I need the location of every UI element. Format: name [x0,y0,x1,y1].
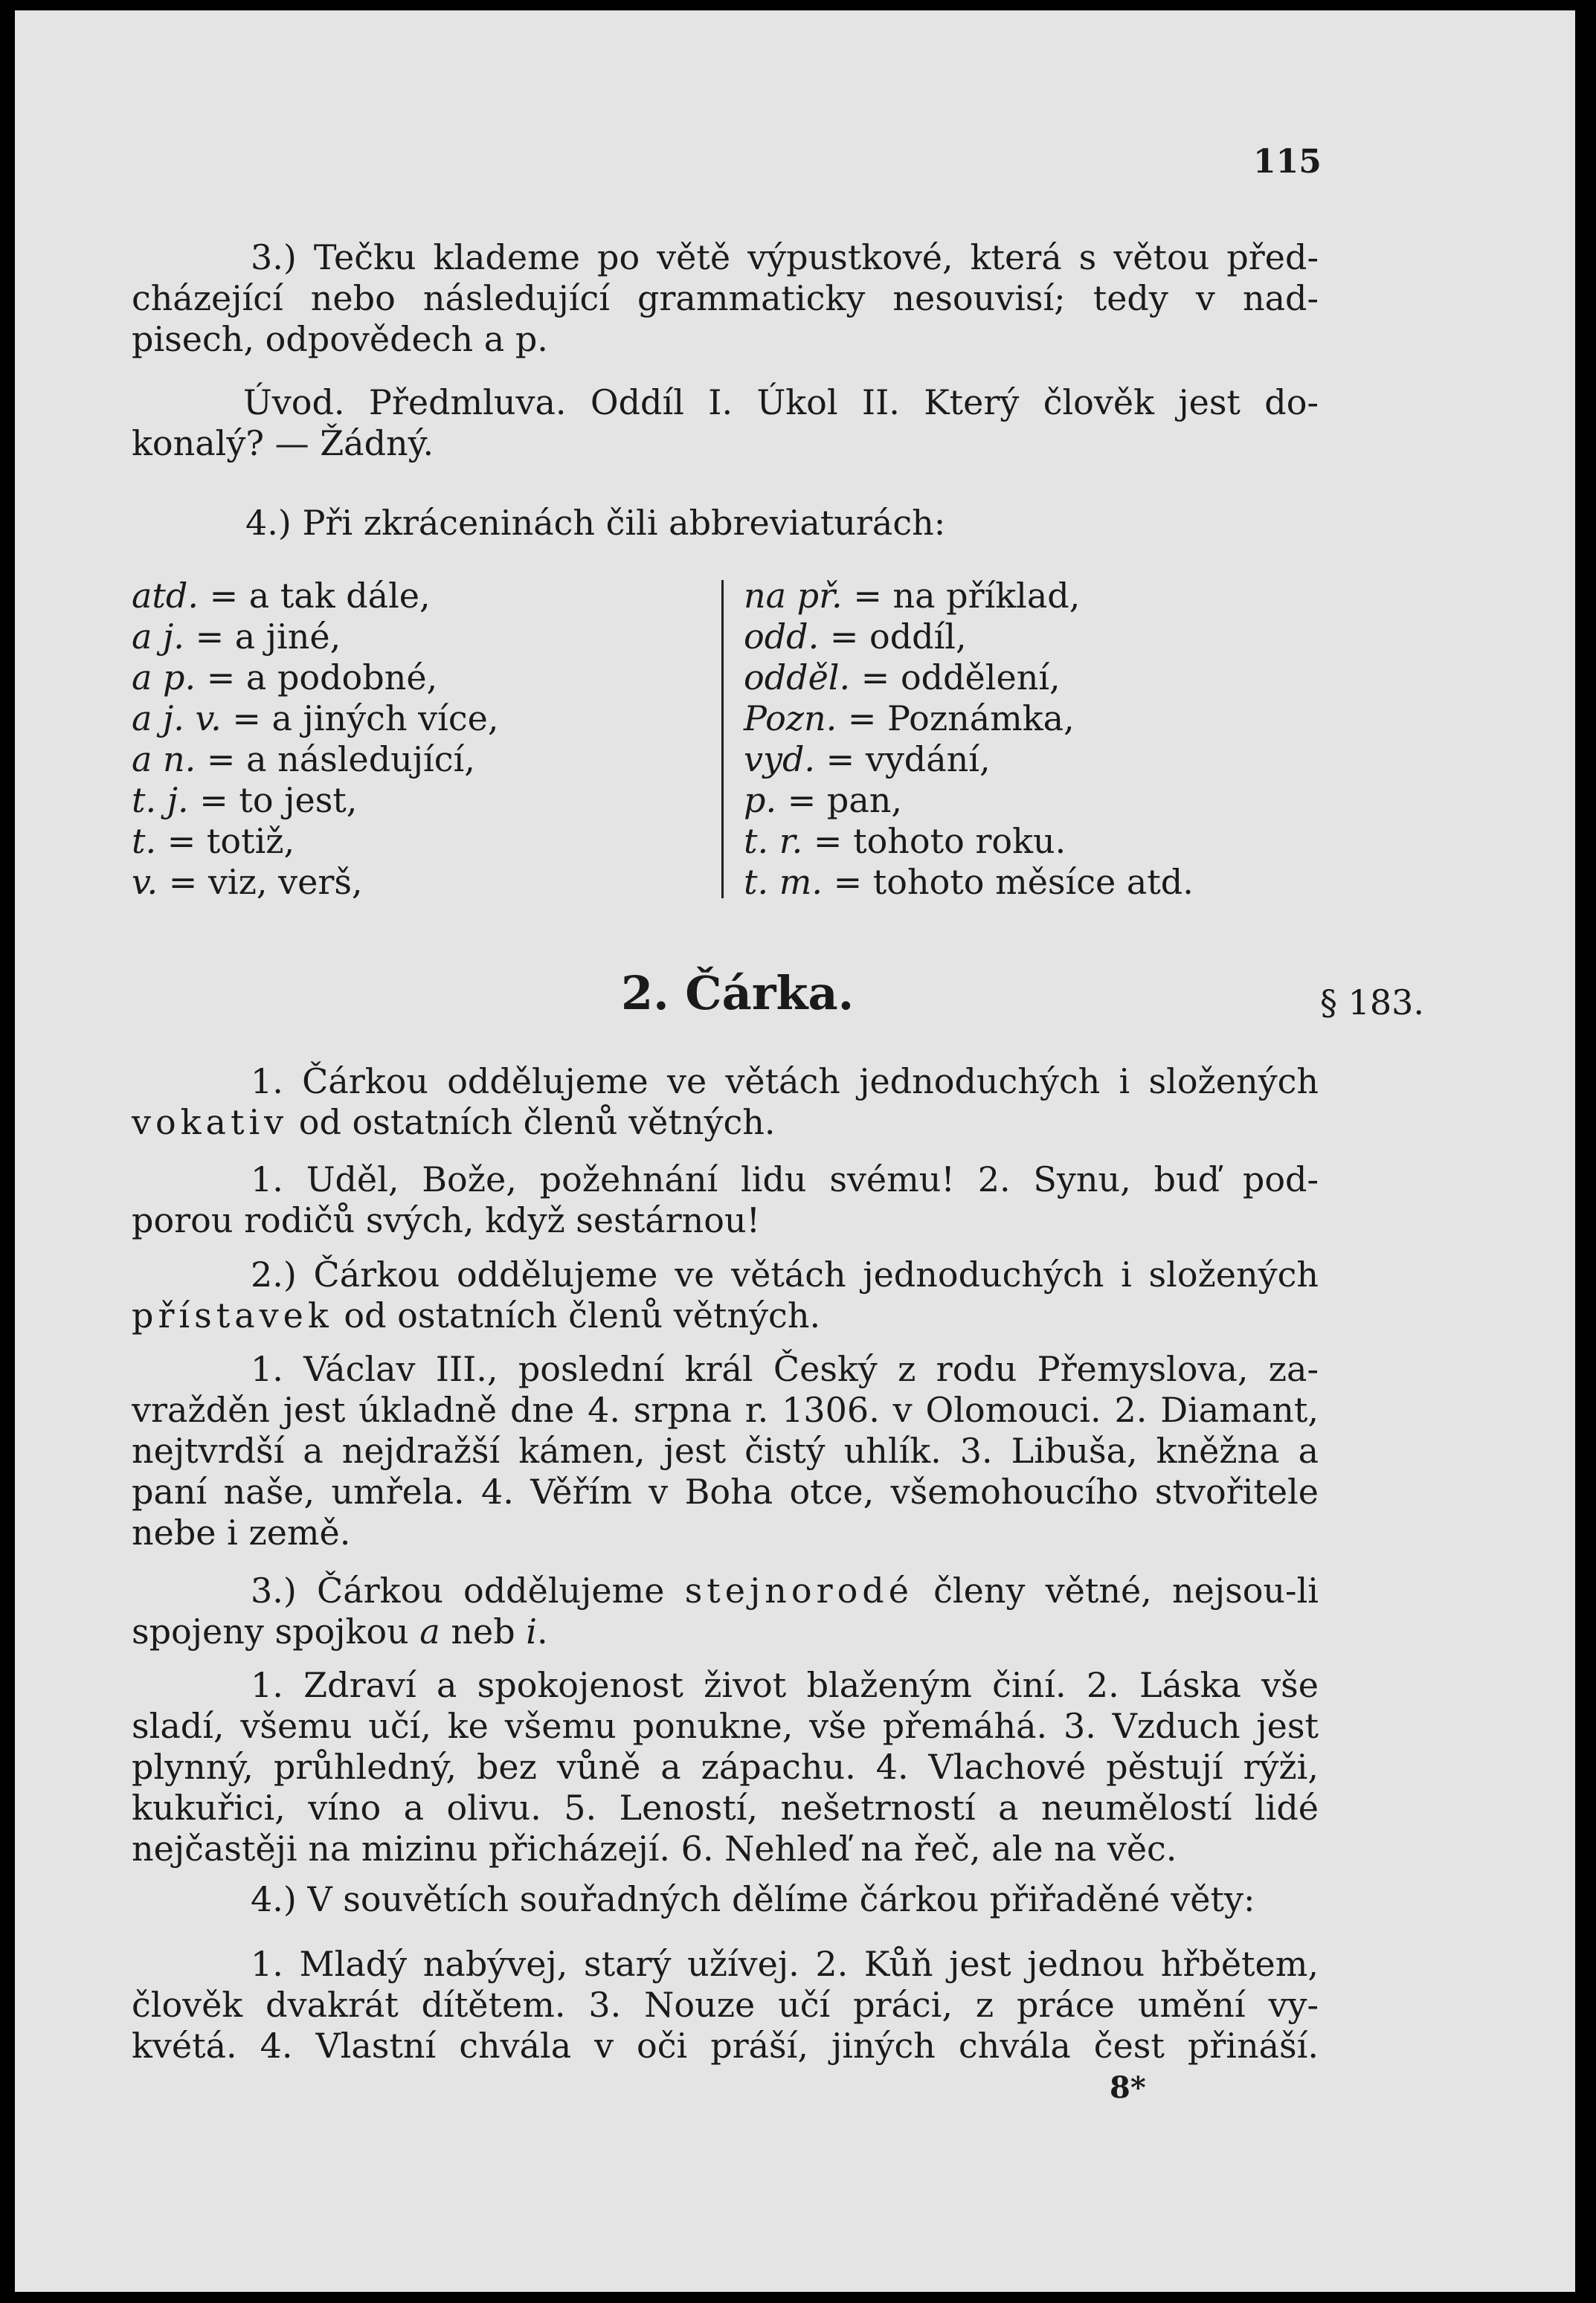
abbreviation: v. [132,862,158,902]
abbreviation: t. [132,821,157,861]
abbreviation-meaning: = pan, [787,780,902,820]
text-line: 1. Zdraví a spokojenost život blaženým činí. 2. Láska vše [251,1665,1319,1705]
text-fragment: . [537,1611,548,1652]
abbreviation-row [744,780,1194,821]
text-line: paní naše, umřela. 4. Věřím v Boha otce, všemohoucího stvořitele [132,1472,1319,1512]
text-line: 2.) Čárkou oddělujeme ve větách jednoduchých i složených [251,1254,1319,1295]
text-line: konalý? — Žádný. [132,423,434,463]
rule-3-paragraph [132,237,1319,360]
abbreviation: odd. [744,616,820,657]
text-line [132,1102,1319,1143]
abbreviation: t. j. [132,780,189,820]
text-fragment: od ostatních členů větných. [288,1102,776,1142]
text-fragment: spojeny spojkou [132,1611,420,1652]
text-line: pisech, odpovědech a p. [132,319,548,359]
abbreviation-row [132,821,498,862]
abbreviation-row [744,862,1194,903]
book-page [15,10,1575,2292]
emphasized-term: stejnorodé [684,1571,913,1611]
abbreviation: t. r. [744,821,803,861]
abbreviation-meaning: = a podobné, [206,657,438,698]
text-line: nejčastěji na mizinu přicházejí. 6. Nehleď na řeč, ale na věc. [132,1829,1177,1869]
abbreviation-meaning: = na příklad, [853,576,1081,616]
text-line: 1. Uděl, Bože, požehnání lidu svému! 2. Synu, buď pod- [251,1159,1319,1199]
abbreviation: atd. [132,576,199,616]
abbreviation-row [132,698,498,739]
text-line: 1. Mladý nabývej, starý užívej. 2. Kůň jest jednou hřbětem, [251,1944,1319,1984]
comma-rule-1-paragraph [132,1061,1319,1143]
abbreviation: na př. [744,576,843,616]
text-line: porou rodičů svých, když sestárnou! [132,1200,761,1240]
text-fragment: neb [440,1611,527,1652]
comma-rule-3-paragraph [132,1571,1319,1652]
abbreviation: t. m. [744,862,823,902]
emphasized-term: přístavek [132,1295,333,1336]
abbreviation: odděl. [744,657,851,698]
text-line: 1. Václav III., poslední král Český z rodu Přemyslova, za- [251,1349,1319,1389]
abbreviation-row [744,698,1194,739]
abbreviation-meaning: = to jest, [199,780,358,820]
comma-example-3-paragraph [132,1665,1319,1869]
abbreviation-row [132,862,498,903]
text-fragment: 3.) Čárkou oddělujeme [251,1571,685,1611]
abbreviation-meaning: = totiž, [167,821,295,861]
text-line: kukuřici, víno a olivu. 5. Leností, nešetrností a neumělostí lidé [132,1788,1319,1828]
text-line: kvétá. 4. Vlastní chvála v oči práší, jiných chvála čest přináší. [132,2026,1319,2066]
abbreviation-row [132,657,498,698]
abbreviation-row [132,739,498,780]
abbreviation-meaning: = a následující, [206,739,475,779]
abbreviation: a p. [132,657,196,698]
text-line [132,1295,1319,1336]
abbreviations-left-column [132,576,498,903]
abbreviation-meaning: = vydání, [826,739,991,779]
abbreviation: a j. v. [132,698,222,738]
rule-4-heading: 4.) Při zkráceninách čili abbreviaturách: [245,503,946,543]
abbreviation-meaning: = oddíl, [829,616,967,657]
text-line: nejtvrdší a nejdražší kámen, jest čistý uhlík. 3. Libuša, kněžna a [132,1431,1319,1471]
column-divider [721,580,724,898]
text-line: člověk dvakrát dítětem. 3. Nouze učí práci, z práce umění vy- [132,1985,1319,2025]
abbreviation-row [744,739,1194,780]
abbreviation: vyd. [744,739,816,779]
text-line: sladí, všemu učí, ke všemu ponukne, vše přemáhá. 3. Vzduch jest [132,1706,1319,1746]
comma-example-2-paragraph [132,1349,1319,1553]
abbreviation-meaning: = tohoto měsíce atd. [833,862,1194,902]
text-fragment: členy větné, nejsou-li [913,1571,1319,1611]
abbreviation: a n. [132,739,196,779]
abbreviation-row [132,616,498,657]
abbreviation-row [744,616,1194,657]
comma-rule-2-paragraph [132,1254,1319,1336]
comma-example-4-paragraph [132,1944,1319,2067]
section-reference: § 183. [1320,982,1425,1022]
text-line [132,1571,1319,1611]
comma-example-1-paragraph [132,1159,1319,1241]
comma-rule-4-heading: 4.) V souvětích souřadných dělíme čárkou přiřaděné věty: [251,1879,1255,1919]
abbreviation-row [132,576,498,616]
text-line: vražděn jest úkladně dne 4. srpna r. 1306. v Olomouci. 2. Diamant, [132,1390,1319,1430]
example-3-paragraph [132,382,1319,464]
abbreviation-meaning: = viz, verš, [168,862,363,902]
text-line: nebe i země. [132,1513,351,1553]
section-heading: 2. Čárka. [621,966,855,1020]
text-line: Úvod. Předmluva. Oddíl I. Úkol II. Který člověk jest do- [243,382,1319,422]
abbreviation-meaning: = oddělení, [860,657,1061,698]
abbreviation-meaning: = a jiné, [195,616,341,657]
abbreviation: a j. [132,616,184,657]
signature-mark: 8* [1110,2070,1146,2105]
emphasized-term: vokativ [132,1102,289,1142]
abbreviation-row [744,821,1194,862]
text-line: cházející nebo následující grammaticky nesouvisí; tedy v nad- [132,278,1319,318]
abbreviation-row [744,576,1194,616]
text-fragment: od ostatních členů větných. [332,1295,821,1336]
text-line [132,1611,1319,1652]
abbreviation: Pozn. [744,698,837,738]
page-number: 115 [1253,143,1322,181]
abbreviation-row [744,657,1194,698]
abbreviation-meaning: = a jiných více, [232,698,499,738]
abbreviation-meaning: = a tak dále, [209,576,431,616]
abbreviations-right-column [744,576,1194,903]
abbreviation-meaning: = tohoto roku. [813,821,1066,861]
text-line: 1. Čárkou oddělujeme ve větách jednoduchých i složených [251,1061,1319,1101]
conjunction: a [419,1611,440,1652]
abbreviation: p. [744,780,777,820]
abbreviation-row [132,780,498,821]
abbreviation-meaning: = Poznámka, [847,698,1075,738]
text-line: 3.) Tečku klademe po větě výpustkové, která s větou před- [251,237,1319,277]
text-line: plynný, průhledný, bez vůně a zápachu. 4. Vlachové pěstují rýži, [132,1747,1319,1787]
conjunction: i [526,1611,537,1652]
